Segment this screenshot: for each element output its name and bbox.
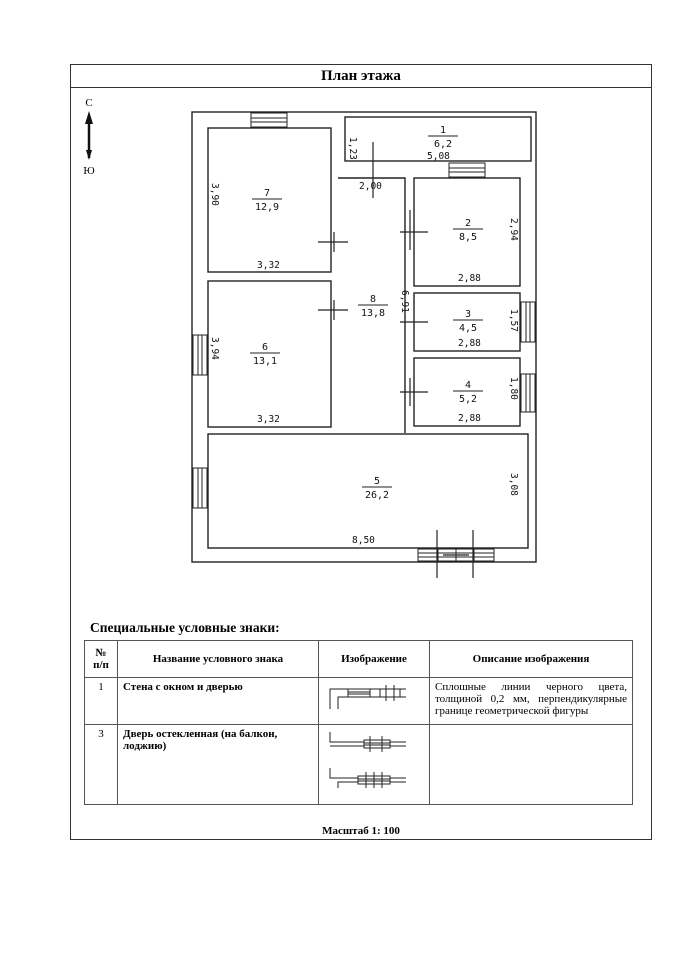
dim-room5-height: 3,08 xyxy=(508,473,519,496)
room-6-area: 13,1 xyxy=(252,356,278,367)
compass-north-label: С xyxy=(85,97,93,109)
wall-window-door-icon xyxy=(324,681,414,715)
dim-room6-height: 3,94 xyxy=(209,337,220,360)
window-room3 xyxy=(521,302,535,342)
row-number: 1 xyxy=(85,678,118,725)
row-number: 3 xyxy=(85,725,118,805)
row-image xyxy=(319,678,430,725)
table-row xyxy=(85,678,633,725)
dim-room2-height: 2,94 xyxy=(508,218,519,241)
col-image: Изображение xyxy=(319,641,430,678)
room-8-number: 8 xyxy=(369,294,377,305)
dim-room4-width: 2,88 xyxy=(458,413,481,424)
row-description xyxy=(430,725,633,805)
room-6-outline xyxy=(208,281,331,427)
hall-8-outline xyxy=(338,178,405,433)
compass-south-label: Ю xyxy=(83,165,95,177)
room-1-number: 1 xyxy=(439,125,447,136)
dim-room4-height: 1,80 xyxy=(508,377,519,400)
dim-room5-width: 8,50 xyxy=(352,535,375,546)
scale-label: Масштаб 1: 100 xyxy=(322,825,400,837)
col-name: Название условного знака xyxy=(118,641,319,678)
dim-room3-width: 2,88 xyxy=(458,338,481,349)
room-3-area: 4,5 xyxy=(458,323,478,334)
room-7-number: 7 xyxy=(263,188,271,199)
dim-hall-top: 2,00 xyxy=(359,181,382,192)
window-room6 xyxy=(193,335,207,375)
room-2-area: 8,5 xyxy=(458,232,478,243)
room-5-number: 5 xyxy=(373,476,381,487)
dim-hall-height: 6,91 xyxy=(399,290,410,313)
legend-table xyxy=(84,640,633,805)
window-room4 xyxy=(521,374,535,412)
dim-room1-height: 1,23 xyxy=(347,137,358,160)
room-8-area: 13,8 xyxy=(360,308,386,319)
dim-room7-width: 3,32 xyxy=(257,260,280,271)
dim-room2-width: 2,88 xyxy=(458,273,481,284)
row-image xyxy=(319,725,430,805)
window-room2 xyxy=(449,163,485,177)
window-room5-left xyxy=(193,468,207,508)
legend-header-row xyxy=(85,641,633,678)
row-name: Дверь остекленная (на балкон, лоджию) xyxy=(118,725,319,805)
dim-room6-width: 3,32 xyxy=(257,414,280,425)
col-description: Описание изображения xyxy=(430,641,633,678)
room-6-number: 6 xyxy=(261,342,269,353)
col-number: № п/п xyxy=(85,641,118,678)
row-description: Сплошные линии черного цвета, толщиной 0,2 мм, перпендикулярные границе геометрической фигуры xyxy=(430,678,633,725)
dim-room3-height: 1,57 xyxy=(508,309,519,332)
dim-room1-width: 5,08 xyxy=(427,151,450,162)
window-top xyxy=(251,113,287,127)
legend-heading: Специальные условные знаки: xyxy=(90,620,280,635)
room-4-area: 5,2 xyxy=(458,394,478,405)
room-2-number: 2 xyxy=(464,218,472,229)
room-1-area: 6,2 xyxy=(433,139,453,150)
room-3-number: 3 xyxy=(464,309,472,320)
room-7-area: 12,9 xyxy=(254,202,280,213)
dim-room7-height: 3,90 xyxy=(209,183,220,206)
room-5-area: 26,2 xyxy=(364,490,390,501)
room-7-outline xyxy=(208,128,331,272)
row-name: Стена с окном и дверью xyxy=(118,678,319,725)
page-title: План этажа xyxy=(71,65,651,88)
table-row xyxy=(85,725,633,805)
compass xyxy=(83,97,94,177)
door-marks xyxy=(318,142,473,578)
room-4-number: 4 xyxy=(464,380,472,391)
glazed-door-icon xyxy=(324,728,414,798)
